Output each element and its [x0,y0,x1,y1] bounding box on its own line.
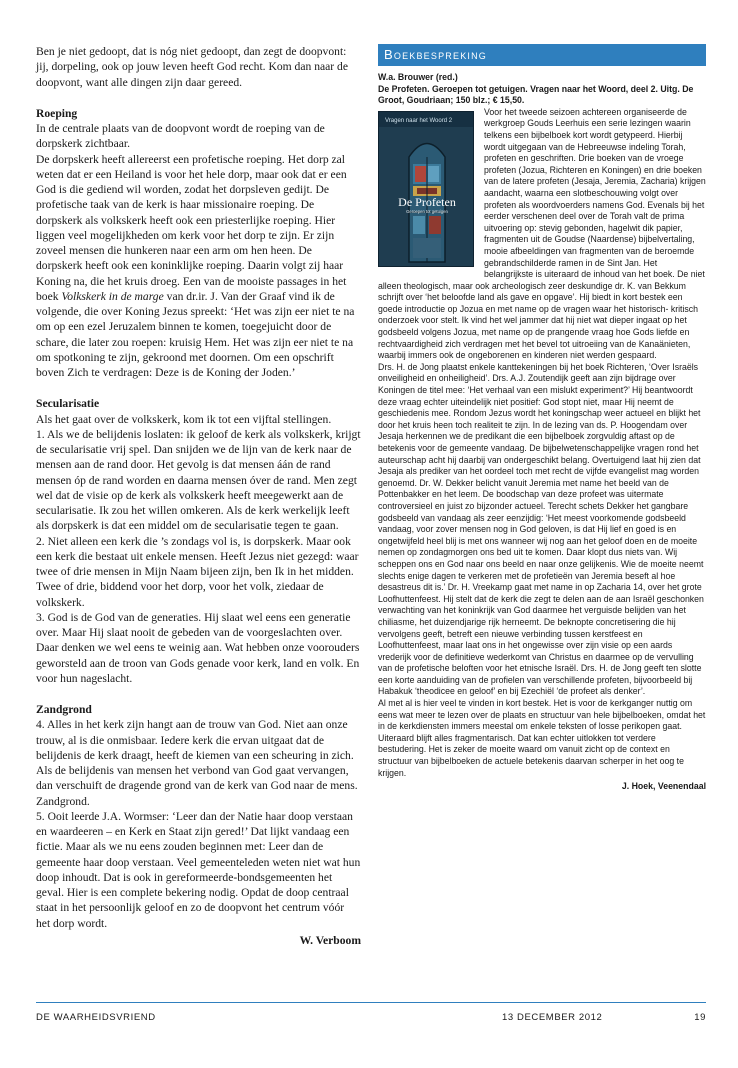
book-cover-image [378,111,474,267]
review-paragraph-1-text: Voor het tweede seizoen achtereen organiseerde de werkgroep Gouds Leerhuis een serie lezingen waarin telkens een bijbelboek kort wordt getypeerd. Hierbij wordt uitgegaan van de Hebreeuwse indeling Torah, profeten en geschriften. Drie boeken van de vroege profeten (Jozua, Richteren en Koningen) en drie boeken van de latere profeten (Jesaja, Jeremia, Zacharia) krijgen aandacht, waarna een slotbeschouwing volgt over profeten als woordvoerders namens God. Evenals bij het eerder verschenen deel over de Torah valt de prima uitvoering op: stevig gebonden, hagelwit dik papier, fragmenten uit de Goudse (Naardense) bijbelvertaling, mooie afbeeldingen van fragmenten van de beroemde gebrandschilderde ramen in de Sint Jan. Het belangrijkste is uiteraard de inhoud van het boek. De niet alleen theologisch, maar ook archeologisch zeer deskundige dr. K. van Bekkum schrijft over ‘het beloofde land als gave en opgave’. Hij biedt in kort bestek een goede introductie op Jozua en met name op de vragen waar het historisch- kritisch onderzoek voor stelt. Ik vind het wel jammer dat hij niet wat dieper ingaat op het godsbeeld volgens Jozua, met name op de prangende vraag hoe Gods liefde en rechtvaardigheid zich verdragen met het bevel tot uitroeiing van de Kanaänieten, waarbij immers ook de ongeborenen en kinderen niet werden gespaard. [378,106,706,361]
cover-subtitle: Geroepen tot getuigen [406,208,448,214]
book-title-reference: Volkskerk in de marge [61,289,164,303]
review-signature: J. Hoek, Veenendaal [621,781,706,792]
footer-page-number: 19 [694,1012,706,1023]
article-intro: Ben je niet gedoopt, dat is nóg niet gedoopt, dan zegt de doopvont: jij, dorpeling, ook op jouw leven heeft God recht. Kom dan naar de doopvont, want alle dingen zijn daar gereed. [36,45,348,89]
page-footer [36,1012,706,1026]
review-paragraph-2: Drs. H. de Jong plaatst enkele kanttekeningen bij het boek Richteren, ‘Over Israëls onveiligheid en onheiligheid’. Drs. A.J. Zoutendijk geeft aan zijn bijdrage over Koningen de titel mee: ‘Het verhaal van een mislukt experiment?’ Hij beantwoordt deze vraag echter uiteindelijk niet positief: God stopt niet, maar Hij neemt de geschiedenis mee. Rondom Jezus wordt het koningschap weer actueel en blijkt het door het kruis heen toch realiteit te zijn. In de lezing van ds. P. Hoogendam over Jesaja herkennen we de predikant die een bijbelboek zorgvuldig aftast op de betekenis voor de gemeente vandaag. De bijbelwetenschappelijke vragen rond het auteurschap acht hij daarbij van ondergeschikt belang. Overtuigend laat hij zien dat Jesaja als prediker van het oordeel toch met recht de vijfde evangelist mag worden genoemd. Dr. W. Dekker belicht vanuit Jeremia met name het beeld van de Pottenbakker en het leem. De boodschap van deze profeet was uitermate controversieel en juist zo bijzonder actueel. Terecht schets Dekker het gangbare godsbeeld van vandaag als zeer eenzijdig: ‘Het meest voorkomende godsbeeld vandaag, voor zover mensen nog in God geloven, is dat Hij lief en goed is en ongetwijfeld heel blij is met ons wanneer wij nog aan het geloof doen en de moeite nemen op zondagmorgen ons bed uit te komen. Daar klopt dus niets van. Wij scheppen ons en God naar ons beeld en naar onze gelijkenis. Wie de moeite neemt slechts enige dagen te verkeren met de profetieën van Jeremia beseft al hoe desastreus dit is.’ Dr. H. Vreekamp gaat met name in op Zacharia 14, over het grote Loofhuttenfeest. Hij stelt dat de kerk die zegt te delen aan de aan Israël geschonken verwachting van het koninkrijk van God daarmee het verguisde belijden van het chiliasme, het duizendjarige rijk herneemt. De beknopte concretisering die hij vervolgens geeft, betreft een nieuwe verbinding tussen kerstfeest en Loofhuttenfeest, maar laat ons in het ongewisse over zijn visie op een aards vrederijk voor de definitieve wederkomt van Christus en daarmee op de vervulling van de profetische beloften voor het etnische Israël. Drs. H. de Jong geeft ten slotte een korte aanduiding van de profielen van verschillende profeten, bijvoorbeeld bij Habakuk ‘theodicee en geloof’ en bij Ezechiël ‘de profeet als denker’. [378,361,704,697]
main-article [36,44,361,948]
footer-date: 13 DECEMBER 2012 [502,1012,603,1023]
book-cover-art [379,112,474,267]
cover-title: De Profeten [398,194,456,209]
roeping-paragraph-2-end: van dr.ir. J. Van der Graaf vind ik de volgende, die over Koning Jezus spreekt: ‘Het was zijn eer niet te na om op een ezel Jeruzalem binnen te komen, toegejuicht door de schare, die later zou roepen: kruisig Hem. Het was zijn eer niet te na om spotkoning te zijn, gekroond met doornen. Om een opschrift boven Zich te verdragen: Deze is de Koning der Joden.’ [36,289,355,379]
heading-roeping: Roeping [36,106,78,120]
secularisatie-intro: Als het gaat over de volkskerk, kom ik tot een vijftal stellingen. [36,412,332,426]
roeping-paragraph-2-text: De dorpskerk heeft allereerst een profetische roeping. Het dorp zal weten dat er een Heiland is voor het hele dorp, maar ook dat er een God is die gediend wil worden, zodat het dorpsleven gedijt. De profetische taak van de kerk is haar missionaire roeping. De dorpskerk als volkskerk heeft ook een priesterlijke roeping. Hier liggen veel mogelijkheden om kerk voor het dorp te zijn. Er zijn zoveel mensen die hunkeren naar een arm om hen heen. De dorpskerk heeft ook een koninklijke roeping. Daarin volgt zij haar Koning na, die het kruis droeg. Een van de mooiste passages in het boek [36,152,347,303]
stelling-4: 4. Alles in het kerk zijn hangt aan de trouw van God. Niet aan onze trouw, al is die onmisbaar. Iedere kerk die ervan uitgaat dat de belijdenis de kerk draagt, heeft de kiemen van een scheuring in zich. Als de belijdenis van mensen het verbond van God gaat vervangen, dan verschuift de dragende grond van de kerk van God naar de mens. Zandgrond. [36,718,358,808]
book-details: De Profeten. Geroepen tot getuigen. Vragen naar het Woord, deel 2. Uitg. De Groot, Goudriaan; 150 blz.; € 15,50. [378,83,694,106]
roeping-paragraph-2 [36,152,361,381]
book-editor: W.a. Brouwer (red.) [378,72,458,82]
footer-publication: DE WAARHEIDSVRIEND [36,1012,156,1023]
footer-divider [36,1002,706,1003]
section-header-boekbespreking [378,44,706,66]
review-paragraph-3: Al met al is hier veel te vinden in kort bestek. Het is voor de kerkganger nuttig om eens wat meer te lezen over de plaats en structuur van hele bijbelboeken, omdat het in de kerkdiensten immers meestal om enkele teksten of losse perikopen gaat. Uiteraard blijft alles fragmentarisch. Dat kan echter uitlokken tot verdere bestudering. Het is zeker de moeite waard om vanuit zicht op de context en structuur van bijbelboeken de actuele betekenis daarvan scherper in het oog te krijgen. [378,698,706,778]
stelling-1: 1. Als we de belijdenis loslaten: ik geloof de kerk als volkskerk, krijgt de secularisatie vrij spel. Dan snijden we de lijn van de kerk naar de mensen aan de rand door. Het gevolg is dat mensen áán de rand mensen óp de rand worden en daarna mensen óver de rand. Men zegt wel dat de visie op de kerk als volkskerk heeft meegewerkt aan de secularisatie. Ik zou het willen omkeren. Als de kerk werkelijk leeft als dorpskerk is dat een middel om de secularisatie tegen te gaan. [36,427,361,533]
book-review [378,44,706,793]
stelling-2: 2. Niet alleen een kerk die ’s zondags vol is, is dorpskerk. Maar ook een kerk die bestaat uit enkele mensen. Heeft Jezus niet gezegd: waar twee of drie mensen in Mijn Naam bijeen zijn, ben Ik in het midden. Twee of drie, biddend voor het dorp, voor het volk, ziedaar de volkskerk. [36,534,359,609]
review-paragraph-1 [378,107,706,362]
heading-secularisatie: Secularisatie [36,397,100,411]
section-title: Boekbespreking [384,47,487,63]
stelling-5: 5. Ooit leerde J.A. Wormser: ‘Leer dan der Natie haar doop verstaan en waardeeren – en Kerk en Staat zijn gered!’ Dat lijkt vandaag een fictie. Maar als we nu eens zouden beginnen met: Leer dan de gemeente haar doop verstaan. Veel gemeenteleden weten niet wat hun doop inhoudt. Dat is ook in gereformeerde-bondsgemeenten het geval. Hier is een complete bekering nodig. Opdat de doop centraal staat in het persoonlijk geloof en zo de doopvont het centrum vóór het dorp wordt. [36,809,361,930]
heading-zandgrond: Zandgrond [36,703,92,716]
stelling-3: 3. God is de God van de generaties. Hij slaat wel eens een generatie over. Maar Hij slaat nooit de gebeden van de voorgeslachten over. Daar denken we wel eens te weinig aan. Wat hebben onze voorouders geworsteld aan de troon van Gods genade voor kerk, land en volk. En voor hun nageslacht. [36,610,360,685]
article-author: W. Verboom [299,933,361,947]
cover-series-text: Vragen naar het Woord 2 [385,117,453,124]
roeping-paragraph-1: In de centrale plaats van de doopvont wordt de roeping van de dorpskerk zichtbaar. [36,122,325,151]
